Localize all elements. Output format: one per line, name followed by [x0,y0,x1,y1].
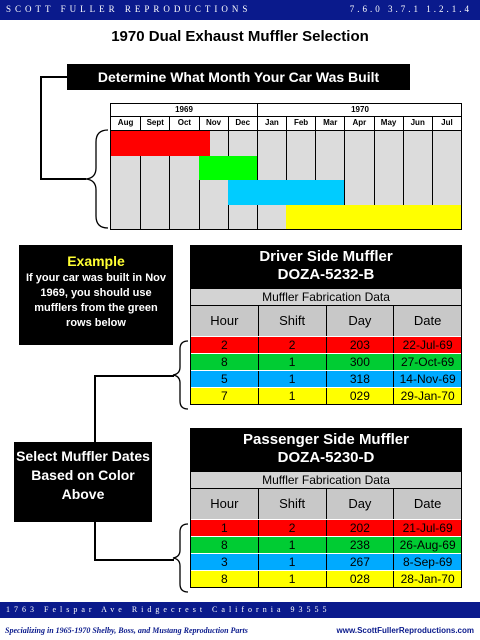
month-jan: Jan [257,116,286,130]
table-cell: 8 [221,572,228,586]
website-link[interactable]: www.ScottFullerReproductions.com [336,626,474,635]
table-cell: 202 [326,520,394,536]
table-cell: 8 [221,538,228,552]
table-cell: 2 [258,337,326,353]
month-mar: Mar [315,116,344,130]
table-cell: 8-Sep-69 [393,554,461,570]
table-cell: 22-Jul-69 [393,337,461,353]
table-row [191,519,461,536]
gantt-brace [82,128,110,230]
table-cell: 300 [326,354,394,370]
page-title: 1970 Dual Exhaust Muffler Selection [111,28,369,45]
connector-line [94,375,96,443]
table-cell: 2 [221,338,228,352]
table-cell: 267 [326,554,394,570]
month-oct: Oct [169,116,198,130]
address-text: 1763 Felspar Ave Ridgecrest California 93555 [6,605,331,614]
month-nov: Nov [199,116,228,130]
col-date: Date [393,489,461,519]
build-range-bar [228,180,345,205]
build-range-bar [199,156,257,181]
table-cell: 27-Oct-69 [393,354,461,370]
col-hour: Hour [210,313,239,328]
table-cell: 2 [258,520,326,536]
table-cell: 14-Nov-69 [393,371,461,387]
example-text: If your car was built in Nov 1969, you should use mufflers from the green rows below [26,272,166,329]
example-box [19,245,173,345]
passenger-rows-brace [170,522,190,594]
passenger-column-headers [191,489,461,519]
phone-number: 7.6.0 3.7.1 1.2.1.4 [349,4,472,14]
footer [0,622,480,640]
month-jun: Jun [403,116,432,130]
connector-line [94,521,96,561]
table-cell: 7 [221,389,228,403]
month-jul: Jul [432,116,461,130]
table-cell: 1 [258,571,326,587]
table-cell: 1 [258,354,326,370]
table-cell: 1 [221,521,228,535]
table-row [191,387,461,404]
passenger-muffler-table [190,428,462,588]
table-cell: 28-Jan-70 [393,571,461,587]
table-cell: 21-Jul-69 [393,520,461,536]
build-range-bar [286,205,461,230]
build-month-chart [110,103,462,230]
table-cell: 029 [326,388,394,404]
table-row [191,536,461,553]
driver-part-number: DOZA-5232-B [277,266,375,283]
driver-title [191,246,461,288]
month-may: May [374,116,403,130]
col-hour: Hour [210,496,239,511]
table-cell: 29-Jan-70 [393,388,461,404]
address-banner [0,602,480,618]
month-grid [111,131,461,229]
month-aug: Aug [117,118,134,127]
driver-fab-label: Muffler Fabrication Data [191,288,461,306]
month-sept: Sept [140,116,169,130]
month-dec: Dec [228,116,257,130]
col-day: Day [326,489,394,519]
table-cell: 1 [258,554,326,570]
connector-line [40,76,67,78]
table-cell: 5 [221,372,228,386]
table-row [191,553,461,570]
company-name: SCOTT FULLER REPRODUCTIONS [6,4,252,14]
passenger-part-number: DOZA-5230-D [277,449,375,466]
connector-line [94,375,174,377]
driver-muffler-table [190,245,462,405]
table-cell: 1 [258,371,326,387]
table-cell: 238 [326,537,394,553]
top-banner [0,0,480,20]
year-1970: 1970 [257,104,462,116]
table-cell: 318 [326,371,394,387]
specialty-text: Specializing in 1965-1970 Shelby, Boss, and Mustang Reproduction Parts [5,626,248,635]
col-shift: Shift [258,306,326,336]
table-row [191,336,461,353]
connector-line [40,178,86,180]
col-shift: Shift [258,489,326,519]
table-row [191,370,461,387]
driver-rows-brace [170,339,190,411]
driver-title-line1: Driver Side Muffler [259,248,393,265]
table-cell: 203 [326,337,394,353]
connector-line [40,76,42,180]
col-date: Date [393,306,461,336]
driver-column-headers [191,306,461,336]
year-1969: 1969 [175,105,193,114]
table-cell: 1 [258,537,326,553]
passenger-title-line1: Passenger Side Muffler [243,431,409,448]
build-range-bar [111,131,210,156]
driver-rows [191,336,461,404]
example-heading: Example [67,253,125,269]
select-dates-box: Select Muffler Dates Based on Color Above [14,442,152,522]
passenger-fab-label: Muffler Fabrication Data [191,471,461,489]
table-cell: 1 [258,388,326,404]
month-feb: Feb [286,116,315,130]
table-cell: 8 [221,355,228,369]
determine-banner: Determine What Month Your Car Was Built [67,64,410,90]
connector-line [94,559,174,561]
table-row [191,353,461,370]
table-row [191,570,461,587]
passenger-rows [191,519,461,587]
col-day: Day [326,306,394,336]
month-apr: Apr [344,116,373,130]
passenger-title [191,429,461,471]
table-cell: 028 [326,571,394,587]
table-cell: 26-Aug-69 [393,537,461,553]
month-header [111,116,461,131]
table-cell: 3 [221,555,228,569]
